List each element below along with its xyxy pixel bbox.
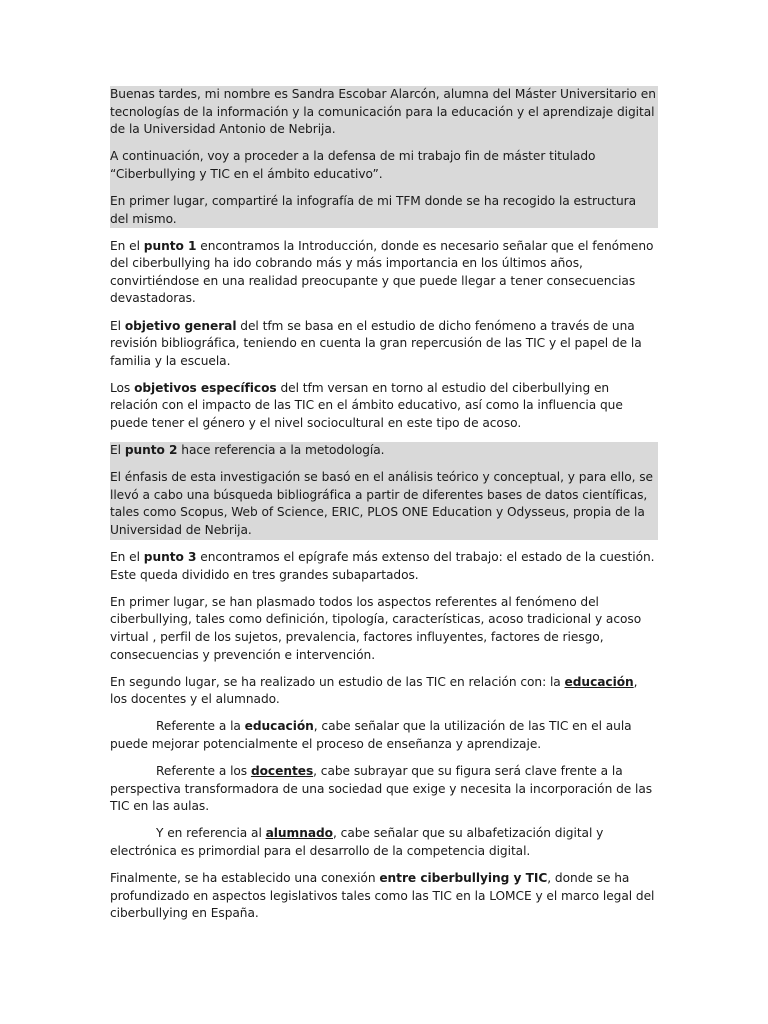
objetivos-especificos-pre: Los: [110, 380, 135, 395]
objetivos-especificos-bold: objetivos específicos: [134, 380, 277, 395]
objetivos-especificos-paragraph: [110, 380, 658, 433]
segundo-lugar-paragraph: [110, 674, 658, 709]
objetivo-general-bold: objetivo general: [124, 318, 237, 333]
ref-educacion-bold: educación: [244, 719, 314, 734]
punto2-pre: El: [110, 443, 125, 458]
finalmente-paragraph: [110, 870, 658, 923]
ref-educacion-paragraph: [110, 718, 658, 753]
punto1-pre: En el: [110, 238, 144, 253]
intro-highlight-block: [110, 86, 658, 228]
ref-educacion-post: , cabe señalar que la utilización de las TIC en el aula puede mejorar potencialmente el proceso de enseñanza y aprendizaje.: [110, 719, 632, 751]
finalmente-bold: entre ciberbullying y TIC: [379, 870, 548, 885]
punto3-pre: En el: [110, 550, 144, 565]
objetivo-general-pre: El: [110, 318, 125, 333]
punto1-bold: punto 1: [143, 238, 197, 253]
document-page: [110, 86, 658, 932]
educacion-link[interactable]: educación: [564, 674, 634, 689]
finalmente-post: , donde se ha profundizado en aspectos legislativos tales como las TIC en la LOMCE y el marco legal del ciberbullying en España.: [110, 870, 655, 921]
punto2-detail-paragraph: El énfasis de esta investigación se basó en el análisis teórico y conceptual, y para ello, se llevó a cabo una búsqueda bibliográfica a partir de diferentes bases de datos científicas, tales como Scopus, Web of Science, ERIC, PLOS ONE Education y Odysseus, propia de la Universidad de Nebrija.: [110, 470, 654, 537]
punto2-highlight-block: [110, 442, 658, 539]
finalmente-pre: Finalmente, se ha establecido una conexión: [110, 870, 380, 885]
docentes-link[interactable]: docentes: [250, 764, 314, 778]
punto2-post: hace referencia a la metodología.: [177, 443, 385, 458]
ref-docentes-post: , cabe subrayar que su figura será clave frente a la perspectiva transformadora de una sociedad que exige y necesita la incorporación de las TIC en las aulas.: [110, 764, 653, 814]
ref-educacion-pre: Referente a la: [156, 719, 245, 734]
ref-docentes-paragraph: [110, 763, 658, 816]
punto3-post: encontramos el epígrafe más extenso del trabajo: el estado de la cuestión. Este queda dividido en tres grandes subapartados.: [110, 550, 655, 582]
segundo-lugar-post: , los docentes y el alumnado.: [110, 674, 638, 707]
punto1-post: encontramos la Introducción, donde es necesario señalar que el fenómeno del ciberbullying ha ido cobrando más y más importancia en los últimos años, convirtiéndose en una realidad preocupante y que puede llegar a tener consecuencias devastadoras.: [110, 238, 654, 306]
punto2-bold: punto 2: [124, 443, 178, 458]
punto3-paragraph: [110, 549, 658, 584]
objetivo-general-post: del tfm se basa en el estudio de dicho fenómeno a través de una revisión bibliográfica, teniendo en cuenta la gran repercusión de las TIC y el papel de la familia y la escuela.: [110, 318, 642, 368]
intro-paragraph-2: A continuación, voy a proceder a la defensa de mi trabajo fin de máster titulado “Ciberbullying y TIC en el ámbito educativo”.: [110, 149, 596, 181]
segundo-lugar-pre: En segundo lugar, se ha realizado un estudio de las TIC en relación con: la: [110, 674, 565, 689]
ref-alumnado-paragraph: [110, 825, 658, 860]
alumnado-link[interactable]: alumnado: [265, 826, 334, 841]
ref-alumnado-pre: Y en referencia al: [156, 826, 266, 841]
objetivos-especificos-post: del tfm versan en torno al estudio del ciberbullying en relación con el impacto de las TIC en el ámbito educativo, así como la influencia que puede tener el género y el nivel sociocultural en este tipo de acoso.: [110, 380, 623, 430]
intro-paragraph-1: Buenas tardes, mi nombre es Sandra Escobar Alarcón, alumna del Máster Universitario en tecnologías de la información y la comunicación para la educación y el aprendizaje digital de la Universidad Antonio de Nebrija.: [110, 87, 656, 137]
primer-lugar-paragraph: En primer lugar, se han plasmado todos los aspectos referentes al fenómeno del ciberbullying, tales como definición, tipología, características, acoso tradicional y acoso virtual , perfil de los sujetos, prevalencia, factores influyentes, factores de riesgo, consecuencias y prevención e intervención.: [110, 594, 642, 662]
intro-paragraph-3: En primer lugar, compartiré la infografía de mi TFM donde se ha recogido la estructura del mismo.: [110, 193, 637, 226]
punto2-paragraph: [110, 442, 658, 460]
ref-docentes-pre: Referente a los: [156, 764, 251, 778]
ref-alumnado-post: , cabe señalar que su albafetización digital y electrónica es primordial para el desarrollo de la competencia digital.: [110, 826, 604, 858]
punto1-paragraph: [110, 238, 658, 308]
punto3-bold: punto 3: [143, 550, 197, 565]
objetivo-general-paragraph: [110, 318, 658, 371]
